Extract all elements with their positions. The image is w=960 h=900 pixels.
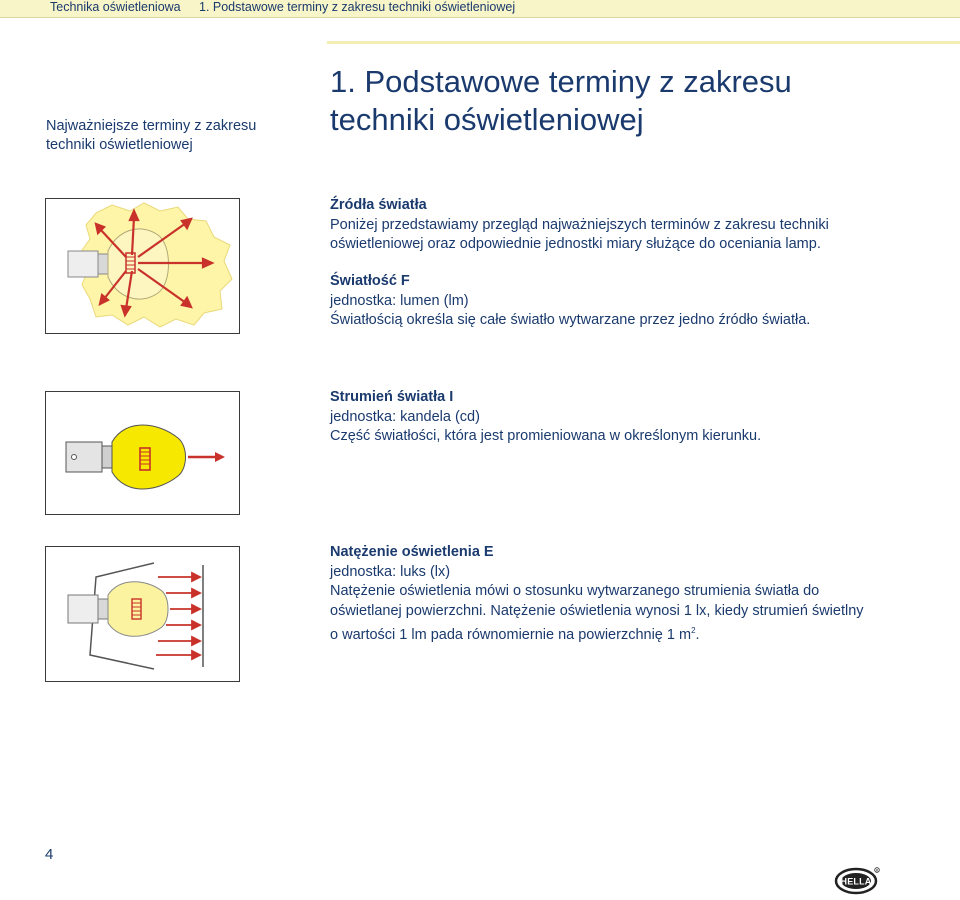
section-illuminance [330,543,930,645]
figure-luminous-flux [45,198,240,334]
bulb-reflector-icon [46,547,239,681]
superscript: 2 [691,626,696,635]
section-unit: jednostka: luks (lx) [330,563,451,580]
logo-text: HELLA [840,876,872,887]
sidebar-title-line: techniki oświetleniowej [46,137,193,153]
header-section-title: Technika oświetleniowa [50,0,181,14]
sidebar-title [46,117,296,155]
section-text-line: Część światłości, która jest promieniowana w określonym kierunku. [330,428,762,444]
title-rule [327,41,960,44]
section-heading: Natężenie oświetlenia E [330,544,494,560]
section-text-line: Światłością określa się całe światło wytwarzane przez jedno źródło światła. [330,312,811,328]
section-luminous-intensity [330,388,930,447]
section-heading: Źródła światła [330,197,427,213]
section-light-sources [330,196,930,255]
section-text-line: oświetlanej powierzchni. Natężenie oświetlenia wynosi 1 lx, kiedy strumień świetlny [330,602,864,619]
running-header [0,0,960,18]
punctuation: . [695,626,700,643]
page-title-line: techniki oświetleniowej [330,102,644,137]
section-text-line [330,621,930,645]
sidebar-title-line: Najważniejsze terminy z zakresu [46,118,257,134]
section-heading: Światłość F [330,273,410,289]
section-text-line: oświetleniowej oraz odpowiednie jednostki miary służące do oceniania lamp. [330,236,821,252]
section-unit: jednostka: kandela (cd) [330,408,480,425]
section-text-line: Poniżej przedstawiamy przegląd najważniejszych terminów z zakresu techniki [330,216,829,233]
bulb-directed-icon [46,392,239,514]
section-text: o wartości 1 lm pada równomiernie na powierzchnię 1 m [330,626,692,643]
figure-illuminance [45,546,240,682]
bulb-radiating-icon [46,199,239,333]
page-title-line: 1. Podstawowe terminy z zakresu [330,64,792,99]
figure-luminous-intensity [45,391,240,515]
header-chapter-title: 1. Podstawowe terminy z zakresu techniki oświetleniowej [199,0,516,14]
page-title [330,63,930,139]
page-number: 4 [45,846,54,863]
hella-logo-icon [834,865,880,895]
section-unit: jednostka: lumen (lm) [330,292,469,309]
section-heading: Strumień światła I [330,389,454,405]
hella-logo [834,865,880,900]
section-text-line: Natężenie oświetlenia mówi o stosunku wytwarzanego strumienia światła do [330,583,820,599]
svg-text:R: R [875,868,879,873]
section-luminous-flux [330,272,930,331]
